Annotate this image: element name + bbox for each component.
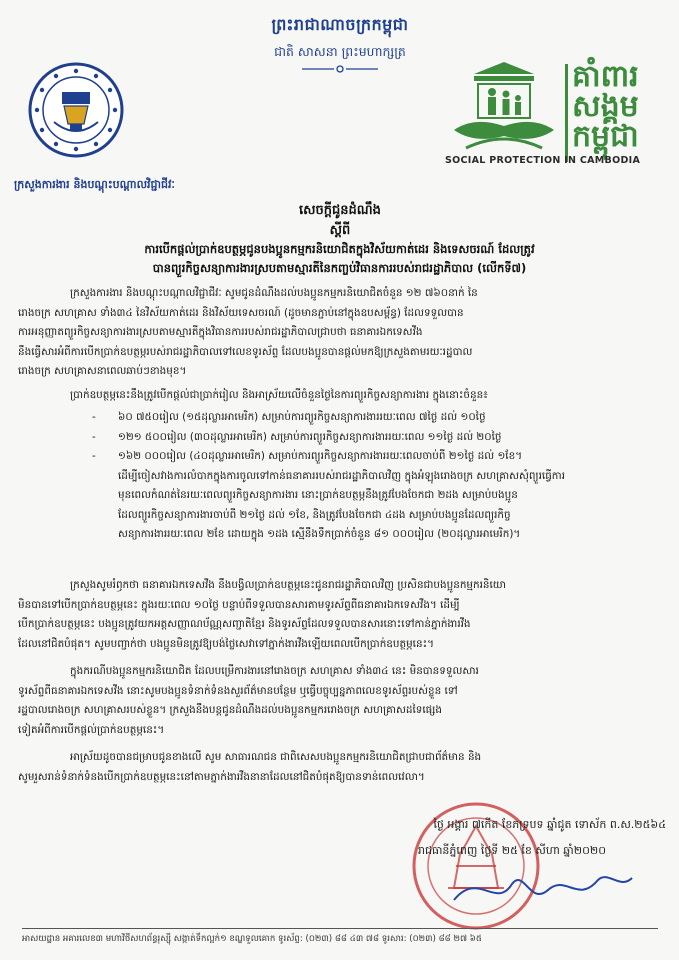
brand-line-3: កម្ពុជា [572,119,639,154]
kingdom-heading: ព្រះរាជាណាចក្រកម្ពុជា [271,15,409,34]
footer-address: អាសយដ្ឋាន អគារលេខ៣ មហាវិថីសហព័ន្ធរុស្ស៊ី សង្កាត់ទឹកល្អក់១ ខណ្ឌទួលគោក ទូរស័ព្ទ: (០២៣) ៨៨ ៤៣ ៧៨ ទូរសារ: (០២៣) ៨៨ ២៧ ៦៥ [22,934,482,944]
brand-line-2: សង្គម [572,89,639,124]
list-item: - ៦០ ៧៥០រៀល (១៥ដុល្លារអាមេរិក) សម្រាប់ការព្យួរកិច្ចសន្យាការងាររយៈពេល ៧ថ្ងៃ ដល់ ១០ថ្ងៃ [84,408,660,428]
document-topic: ស្តីពី [329,223,351,238]
brand-line-1: គាំពារ [572,59,639,94]
paragraph-4 [18,662,654,740]
national-motto: ជាតិ សាសនា ព្រះមហាក្សត្រ [274,44,406,59]
list-item: - ១៦២ ០០០រៀល (៤០ដុល្លារអាមេរិក) សម្រាប់ការព្យួរកិច្ចសន្យាការងាររយៈពេលចាប់ពី ២១ថ្ងៃ ដល់ ១ខែ។ ដើម្បីចៀសវាងការលំបាកក្នុងការចូលទៅកាន់ធនាគាររបស់រាជរដ្ឋាភិបាលវិញ ក្នុងអំឡុងរោងចក្រ សហគ្រាសសុំព្យួរធ្វើការ មុនពេលកំណត់នៃរយៈពេលព្យួរកិច្ចសន្យាការងារ នោះប្រាក់ឧបត្ថម្ភនឹងត្រូវបែងចែកជា ២ដង សម្រាប់បងប្អូន ដែលព្យួរកិច្ចសន្យាការងារចាប់ពី ២១ថ្ងៃ ដល់ ១ខែ, និងត្រូវបែងចែកជា ៤ដង សម្រាប់បងប្អូនដែលព្យួរកិច្ច សន្យាការងាររយៈពេល ២ខែ ដោយក្នុង ១ដង ស្មើនឹងទឹកប្រាក់ចំនួន ៨១ ០០០រៀល (២០ដុល្លារអាមេរិក)។ [84,447,660,545]
para4-line: ក្នុងករណីបងប្អូនកម្មករនិយោជិត ដែលបម្រើការងារនៅរោងចក្រ សហគ្រាស ទាំង៣៤ នេះ មិនបានទទួលសារ [70,665,479,677]
para1-line: រោងចក្រ សហគ្រាសនាពេលឆាប់ៗខាងមុខ។ [18,365,187,377]
list-item-text: ១៦២ ០០០រៀល (៤០ដុល្លារអាមេរិក) សម្រាប់ការព្យួរកិច្ចសន្យាការងាររយៈពេលចាប់ពី ២១ថ្ងៃ ដល់ ១ខែ។ [118,450,523,462]
list-item: - ១២១ ៥០០រៀល (៣០ដុល្លារអាមេរិក) សម្រាប់ការព្យួរកិច្ចសន្យាការងាររយៈពេល ១១ថ្ងៃ ដល់ ២០ថ្ងៃ [84,428,660,448]
para1-line: នឹងធ្វើសារអំពីការបើកប្រាក់ឧបត្ថម្ភរបស់រាជរដ្ឋាភិបាលទៅលេខទូរស័ព្ទ ដែលបងប្អូនបានផ្តល់មកឱ្យក្រសួងតាមរយៈរដ្ឋបាល [18,345,473,358]
list-item-text: ៦០ ៧៥០រៀល (១៥ដុល្លារអាមេរិក) សម្រាប់ការព្យួរកិច្ចសន្យាការងាររយៈពេល ៧ថ្ងៃ ដល់ ១០ថ្ងៃ [118,411,486,423]
paragraph-1 [18,284,654,382]
footer-rule [22,928,658,929]
signature-icon [448,860,638,920]
motto-ornament [300,64,380,74]
paragraph-5 [18,748,654,787]
para1-line: ការអនុញ្ញាតព្យួរកិច្ចសន្យាការងារស្របតាមស្មារតីក្នុងវិធានការរបស់រាជរដ្ឋាភិបាលជ្រាបថា ធនាគារឯកទេសវីង [18,326,423,338]
subject-line-2: បានព្យួរកិច្ចសន្យាការងារស្របតាមស្មារតីនៃកញ្ចប់វិធានការរបស់រាជរដ្ឋាភិបាល (លើកទី៧) [152,261,527,275]
amount-list [84,408,660,545]
brand-divider [565,64,568,162]
para5-line: សូមរួសរាន់ទំនាក់ទំនងបើកប្រាក់ឧបត្ថម្ភនេះនៅតាមភ្នាក់ងារវីងនានាដែលនៅជិតបំផុតឱ្យបានទាន់ពេលវេលា។ [18,770,425,783]
document-title: សេចក្តីជូនដំណឹង [299,203,381,218]
ministry-logo [28,62,124,158]
para3-line: បើកប្រាក់ឧបត្ថម្ភនេះ បងប្អូនត្រូវយកអត្តសញ្ញាណប័ណ្ណសញ្ជាតិខ្មែរ និងទូរស័ព្ទដែលទទួលបានសារនោះទៅកាន់ភ្នាក់ងារវីង [18,618,471,630]
subject-line-1: ការបើកផ្តល់ប្រាក់ឧបត្ថម្ភជូនបងប្អូនកម្មករនិយោជិតក្នុងវិស័យកាត់ដេរ និងទេសចរណ៍ ដែលត្រូវ [144,242,535,256]
ministry-seal-icon [28,62,124,158]
social-protection-logo [444,60,564,170]
sender-ministry: ក្រសួងការងារ និងបណ្តុះបណ្តាលវិជ្ជាជីវៈ [14,178,175,191]
para3-line: ដែលនៅជិតបំផុត។ សូមបញ្ជាក់ថា បងប្អូនមិនត្រូវឱ្យបង់ថ្លៃសេវាទៅភ្នាក់ងារវីងឡើយពេលបើកប្រាក់ឧបត្ថម្ភនេះ។ [18,637,434,650]
paragraph-2-intro: ប្រាក់ឧបត្ថម្ភនេះនឹងត្រូវបើកផ្តល់ជាប្រាក់រៀល និងអាស្រ័យលើចំនួនថ្ងៃនៃការព្យួរកិច្ចសន្យាការងារ ក្នុងនោះចំនួន៖ [70,389,488,401]
para4-line: រដ្ឋបាលរោងចក្រ សហគ្រាសរបស់ខ្លួន។ ក្រសួងនឹងបន្តជូនដំណឹងដល់បងប្អូនកម្មកររោងចក្រ សហគ្រាសដទៃផ្សេង [18,704,442,716]
paragraph-3 [18,576,654,654]
list-item-text: ១២១ ៥០០រៀល (៣០ដុល្លារអាមេរិក) សម្រាប់ការព្យួរកិច្ចសន្យាការងាររយៈពេល ១១ថ្ងៃ ដល់ ២០ថ្ងៃ [118,430,502,443]
para1-line: រោងចក្រ សហគ្រាស ទាំង៣៤ នៃវិស័យកាត់ដេរ និងវិស័យទេសចរណ៍ (ដូចមានភ្ជាប់នៅក្នុងឧបសម្ព័ន្ធ) ដែលទទួលបាន [18,306,464,319]
list-item-text: ដែលព្យួរកិច្ចសន្យាការងារចាប់ពី ២១ថ្ងៃ ដល់ ១ខែ, និងត្រូវបែងចែកជា ៤ដង សម្រាប់បងប្អូនដែលព្យួរកិច្ច [118,508,511,521]
para3-line: ក្រសួងសូមរំឭកថា ធនាគារឯកទេសវីង នឹងបង្វិលប្រាក់ឧបត្ថម្ភនេះជូនរាជរដ្ឋាភិបាលវិញ ប្រសិនជាបងប្អូនកម្មករនិយោ [70,579,506,591]
list-item-text: មុនពេលកំណត់នៃរយៈពេលព្យួរកិច្ចសន្យាការងារ នោះប្រាក់ឧបត្ថម្ភនឹងត្រូវបែងចែកជា ២ដង សម្រាប់បងប្អូន [118,489,518,501]
document-subject [10,240,669,278]
para4-line: ទូរស័ព្ទពីធនាគារឯកទេសវីង នោះសូមបងប្អូនទំនាក់ទំនងសួរព័ត៌មានបន្ថែម ឬធ្វើបច្ចុប្បន្នភាពលេខទូរស័ព្ទរបស់ខ្លួន ទៅ [18,684,458,697]
brand-wordmark [572,59,662,154]
list-item-text: សន្យាការងាររយៈពេល ២ខែ ដោយក្នុង ១ដង ស្មើនឹងទឹកប្រាក់ចំនួន ៨១ ០០០រៀល (២០ដុល្លារអាមេរិក)។ [118,528,521,540]
para4-line: ទៀតអំពីការបើកផ្តល់ប្រាក់ឧបត្ថម្ភនេះ។ [18,723,165,736]
lunar-date: ថ្ងៃ អង្គារ ៧កើត ខែភទ្របទ ឆ្នាំជូត ទោស័ក ព.ស.២៥៦៤ [433,818,666,831]
para1-line: ក្រសួងការងារ និងបណ្តុះបណ្តាលវិជ្ជាជីវៈ សូមជូនដំណឹងដល់បងប្អូនកម្មករនិយោជិតចំនួន ១២ ៧៦០នាក់ នៃ [70,287,478,299]
family-pavilion-icon [444,60,564,166]
list-item-text: ដើម្បីចៀសវាងការលំបាកក្នុងការចូលទៅកាន់ធនាគាររបស់រាជរដ្ឋាភិបាលវិញ ក្នុងអំឡុងរោងចក្រ សហគ្រាសសុំព្យួរធ្វើការ [118,469,565,482]
civil-date: រាជធានីភ្នំពេញ ថ្ងៃទី ២៥ ខែ សីហា ឆ្នាំ២០២០ [417,844,606,857]
para5-line: អាស្រ័យដូចបានជម្រាបជូនខាងលើ សូម សាធារណជន ជាពិសេសបងប្អូនកម្មករនិយោជិតជ្រាបជាព័ត៌មាន និង [70,751,482,763]
para3-line: មិនបានទៅបើកប្រាក់ឧបត្ថម្ភនេះ ក្នុងរយៈពេល ១០ថ្ងៃ បន្ទាប់ពីទទួលបានសារតាមទូរស័ព្ទពីធនាគារឯកទេសវីង។ ដើម្បី [18,598,460,611]
brand-caption: SOCIAL PROTECTION IN CAMBODIA [445,155,641,166]
